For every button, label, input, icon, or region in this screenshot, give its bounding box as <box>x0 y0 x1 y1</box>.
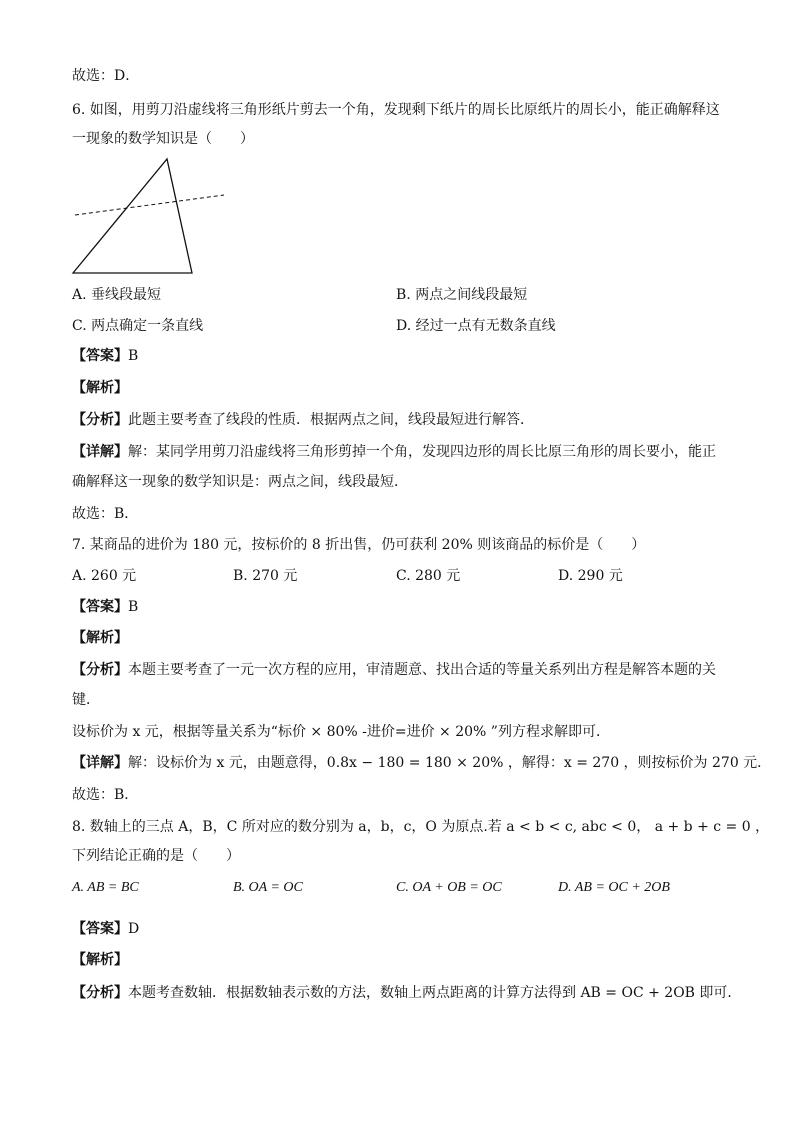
answer-value: B <box>128 348 139 364</box>
answer-tag: 【答案】 <box>72 599 128 615</box>
question-7-setup: 设标价为 x 元，根据等量关系为“标价 × 80% -进价=进价 × 20% ”列方程求解即可． <box>72 724 610 740</box>
dashed-cut-line <box>75 195 224 215</box>
question-6-detail-line-2: 确解释这一现象的数学知识是：两点之间，线段最短． <box>72 474 408 490</box>
question-8-stem-line-2: 下列结论正确的是（ ） <box>72 848 240 864</box>
question-8-analysis <box>72 983 741 1003</box>
question-7-option-d: D. 290 元 <box>558 568 623 584</box>
question-6-answer <box>72 346 138 366</box>
question-7-analysis-line-1 <box>72 660 716 680</box>
question-7-option-a: A. 260 元 <box>72 568 137 584</box>
analysis-tag: 【分析】 <box>72 412 128 428</box>
question-6-detail-line-1 <box>72 442 716 462</box>
question-8-option-a: A. AB = BC <box>72 880 139 895</box>
analysis-text: 本题主要考查了一元一次方程的应用，审清题意、找出合适的等量关系列出方程是解答本题的关 <box>128 662 716 678</box>
question-8-option-d: D. AB = OC + 2OB <box>558 880 670 895</box>
analysis-tag: 【分析】 <box>72 985 128 1001</box>
answer-value: B <box>128 599 139 615</box>
detail-text: 解：设标价为 x 元，由题意得，0.8x − 180 = 180 × 20% ，解得：x = 270 ，则按标价为 270 元． <box>128 755 772 771</box>
question-7-option-b: B. 270 元 <box>233 568 298 584</box>
answer-value: D <box>128 921 140 937</box>
question-6-final: 故选：B． <box>72 506 139 522</box>
analysis-text: 此题主要考查了线段的性质．根据两点之间，线段最短进行解答． <box>128 412 534 428</box>
question-6-stem-line-1: 6. 如图，用剪刀沿虚线将三角形纸片剪去一个角，发现剩下纸片的周长比原纸片的周长小，能正确解释这 <box>72 102 720 118</box>
triangle-outline <box>73 159 192 273</box>
question-6-jiexi-tag: 【解析】 <box>72 380 128 396</box>
question-7-answer <box>72 597 138 617</box>
question-7-analysis-line-2: 键． <box>72 692 100 708</box>
answer-tag: 【答案】 <box>72 348 128 364</box>
analysis-text: 本题考查数轴．根据数轴表示数的方法，数轴上两点距离的计算方法得到 AB = OC + 2OB 即可． <box>128 985 742 1001</box>
question-7-jiexi-tag: 【解析】 <box>72 630 128 646</box>
question-8-option-b: B. OA = OC <box>233 880 303 895</box>
question-7-detail <box>72 753 771 773</box>
detail-tag: 【详解】 <box>72 444 128 460</box>
question-6-analysis <box>72 410 534 430</box>
analysis-tag: 【分析】 <box>72 662 128 678</box>
question-8-jiexi-tag: 【解析】 <box>72 952 128 968</box>
answer-tag: 【答案】 <box>72 921 128 937</box>
question-8-answer <box>72 919 139 939</box>
question-7-stem: 7. 某商品的进价为 180 元，按标价的 8 折出售，仍可获利 20% 则该商品的标价是（ ） <box>72 537 646 553</box>
question-7-option-c: C. 280 元 <box>396 568 461 584</box>
question-8-option-c: C. OA + OB = OC <box>396 880 502 895</box>
question-6-stem-line-2: 一现象的数学知识是（ ） <box>72 131 254 147</box>
question-6-option-c: C. 两点确定一条直线 <box>72 318 204 334</box>
triangle-cut-figure <box>66 154 228 278</box>
detail-text: 解：某同学用剪刀沿虚线将三角形剪掉一个角，发现四边形的周长比原三角形的周长要小，能正 <box>128 444 716 460</box>
text-line: 故选：D． <box>72 68 140 84</box>
question-6-option-b: B. 两点之间线段最短 <box>396 287 528 303</box>
question-6-option-a: A. 垂线段最短 <box>72 287 162 303</box>
question-8-stem-line-1: 8. 数轴上的三点 A，B，C 所对应的数分别为 a，b，c，O 为原点.若 a < b < c, abc < 0， a + b + c = 0 ， <box>72 819 770 835</box>
question-7-final: 故选：B． <box>72 787 139 803</box>
detail-tag: 【详解】 <box>72 755 128 771</box>
question-6-option-d: D. 经过一点有无数条直线 <box>396 318 556 334</box>
